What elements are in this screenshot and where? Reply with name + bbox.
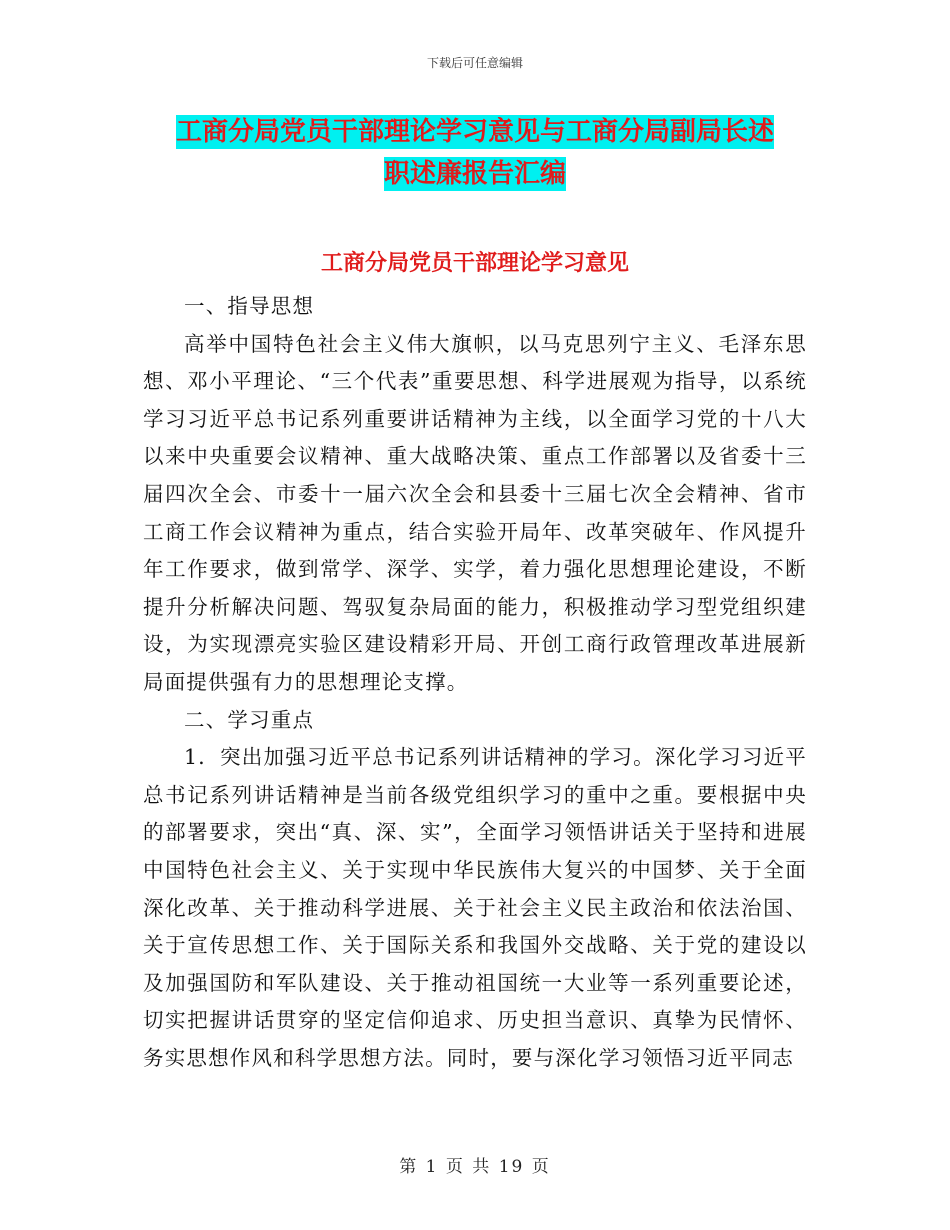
section-title: 工商分局党员干部理论学习意见	[320, 250, 629, 276]
page-footer: 第 1 页 共 19 页	[399, 1157, 551, 1177]
heading-guiding-ideology: 一、指导思想	[184, 294, 315, 318]
document-title-text-2: 职述廉报告汇编	[383, 159, 566, 189]
document-body	[143, 288, 807, 1077]
paragraph-study-focus-1: 1．突出加强习近平总书记系列讲话精神的学习。深化学习习近平总书记系列讲话精神是当前各级党组织学习的重中之重。要根据中央的部署要求，突出“真、深、实”，全面学习领悟讲话关于坚持和进展中国特色社会主义、关于实现中华民族伟大复兴的中国梦、关于全面深化改革、关于推动科学进展、关于社会主义民主政治和依法治国、关于宣传思想工作、关于国际关系和我国外交战略、关于党的建设以及加强国防和军队建设、关于推动祖国统一大业等一系列重要论述，切实把握讲话贯穿的坚定信仰追求、历史担当意识、真挚为民情怀、务实思想作风和科学思想方法。同时，要与深化学习领悟习近平同志	[143, 745, 807, 1070]
heading-study-focus: 二、学习重点	[184, 707, 315, 732]
paragraph-guiding-ideology: 高举中国特色社会主义伟大旗帜，以马克思列宁主义、毛泽东思想、邓小平理论、“三个代表”重要思想、科学进展观为指导，以系统学习习近平总书记系列重要讲话精神为主线，以全面学习党的十八大以来中央重要会议精神、重大战略决策、重点工作部署以及省委十三届四次全会、市委十一届六次全会和县委十三届七次全会精神、省市工商工作会议精神为重点，结合实验开局年、改革突破年、作风提升年工作要求，做到常学、深学、实学，着力强化思想理论建设，不断提升分析解决问题、驾驭复杂局面的能力，积极推动学习型党组织建设，为实现漂亮实验区建设精彩开局、开创工商行政管理改革进展新局面提供强有力的思想理论支撑。	[143, 331, 807, 694]
document-title-line-1	[0, 112, 950, 152]
header-note: 下载后可任意编辑	[426, 56, 523, 70]
document-title-line-2	[0, 154, 950, 194]
document-title-text-1: 工商分局党员干部理论学习意见与工商分局副局长述	[175, 117, 774, 147]
